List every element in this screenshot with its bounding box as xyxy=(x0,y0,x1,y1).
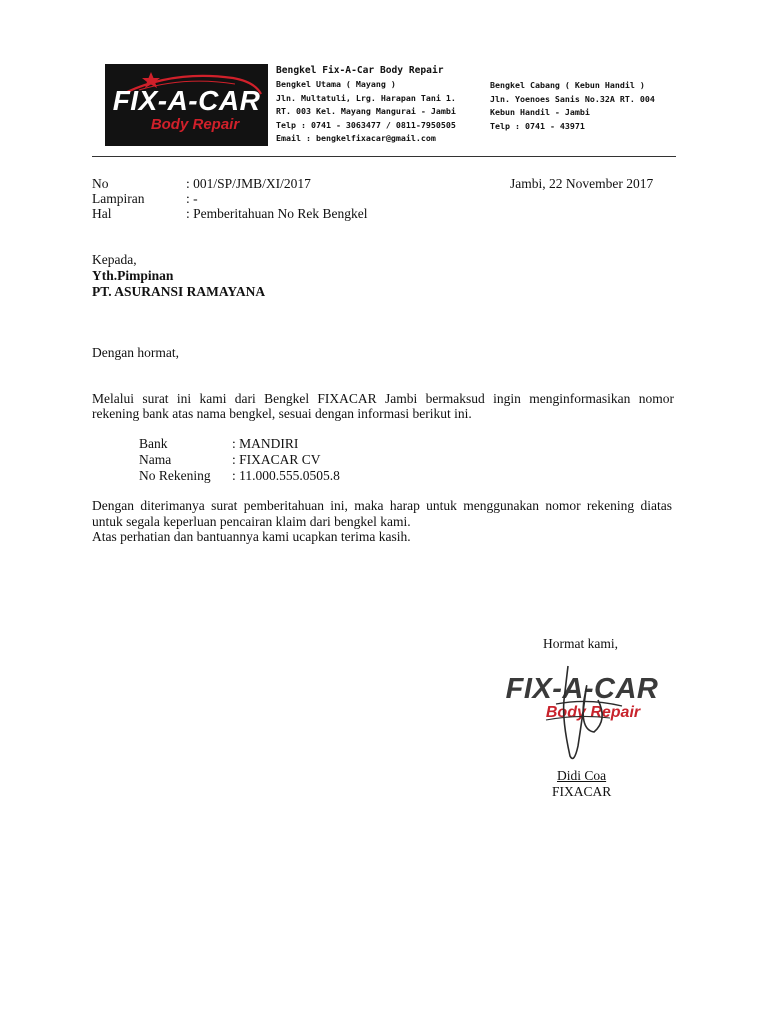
branch-office-block xyxy=(490,79,655,133)
company-logo xyxy=(105,64,268,146)
detail-account-label: No Rekening xyxy=(139,468,211,483)
company-stamp-signature xyxy=(498,660,664,766)
paragraph-1-line-1: Melalui surat ini kami dari Bengkel FIXACAR Jambi bermaksud ingin menginformasikan nomor xyxy=(92,391,674,406)
signature-scribble xyxy=(498,660,664,766)
hal-label: Hal xyxy=(92,206,112,221)
detail-account-value: : 11.000.555.0505.8 xyxy=(232,468,340,483)
head-office-phone: Telp : 0741 - 3063477 / 0811-7950505 xyxy=(276,119,456,130)
detail-name-value: : FIXACAR CV xyxy=(232,452,321,467)
greeting: Dengan hormat, xyxy=(92,345,179,360)
head-office-line: Jln. Multatuli, Lrg. Harapan Tani 1. xyxy=(276,92,456,103)
letterhead-divider xyxy=(92,156,676,157)
kepada-label: Kepada, xyxy=(92,252,137,267)
paragraph-1-line-2: rekening bank atas nama bengkel, sesuai dengan informasi berikut ini. xyxy=(92,406,472,421)
detail-bank-value: : MANDIRI xyxy=(232,436,299,451)
lampiran-value: : - xyxy=(186,191,198,206)
paragraph-2-line-1: Dengan diterimanya surat pemberitahuan ini, maka harap untuk menggunakan nomor rekening diatas xyxy=(92,498,672,513)
detail-bank-label: Bank xyxy=(139,436,168,451)
logo-main-text: FIX-A-CAR xyxy=(112,85,261,116)
head-office-line: Bengkel Utama ( Mayang ) xyxy=(276,79,396,89)
head-office-block xyxy=(276,64,456,146)
no-label: No xyxy=(92,176,109,191)
recipient-line-1: Yth.Pimpinan xyxy=(92,268,174,283)
head-office-title: Bengkel Fix-A-Car Body Repair xyxy=(276,65,444,76)
closing-salutation: Hormat kami, xyxy=(543,636,618,651)
head-office-email: Email : bengkelfixacar@gmail.com xyxy=(276,133,436,143)
detail-name-label: Nama xyxy=(139,452,172,467)
head-office-line: RT. 003 Kel. Mayang Mangurai - Jambi xyxy=(276,106,456,116)
signer-name: Didi Coa xyxy=(557,768,607,783)
branch-office-phone: Telp : 0741 - 43971 xyxy=(490,120,585,131)
branch-office-line: Jln. Yoenoes Sanis No.32A RT. 004 xyxy=(490,93,655,104)
no-value: : 001/SP/JMB/XI/2017 xyxy=(186,176,311,191)
lampiran-label: Lampiran xyxy=(92,191,145,206)
logo-sub-text: Body Repair xyxy=(150,116,240,133)
recipient-line-2: PT. ASURANSI RAMAYANA xyxy=(92,284,266,299)
stamp-sub-text: Body Repair xyxy=(545,704,641,721)
stamp-main-text: FIX-A-CAR xyxy=(505,673,659,705)
branch-office-line: Bengkel Cabang ( Kebun Handil ) xyxy=(490,80,645,90)
paragraph-2-line-3: Atas perhatian dan bantuannya kami ucapkan terima kasih. xyxy=(92,529,411,544)
branch-office-line: Kebun Handil - Jambi xyxy=(490,107,590,117)
paragraph-2-line-2: untuk segala keperluan pencairan klaim dari bengkel kami. xyxy=(92,514,411,529)
letter-date: Jambi, 22 November 2017 xyxy=(510,176,654,191)
signer-company: FIXACAR xyxy=(552,784,612,799)
hal-value: : Pemberitahuan No Rek Bengkel xyxy=(186,206,368,221)
